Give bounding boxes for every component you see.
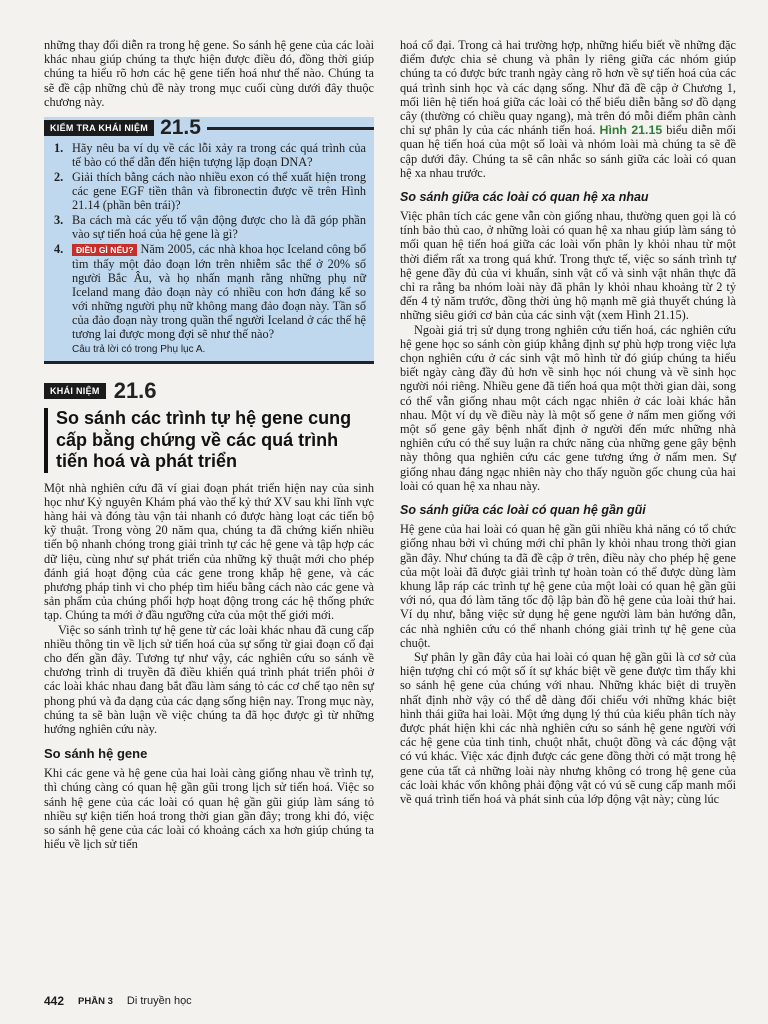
what-if-badge: ĐIỀU GÌ NẾU?	[72, 244, 137, 256]
section-heading: So sánh hệ gene	[44, 746, 148, 762]
question-item	[54, 141, 366, 169]
question-text: Ba cách mà các yếu tố vận động được cho là đã góp phần vào sự tiến hoá của hệ gene là gì?	[72, 213, 366, 242]
question-number: 4.	[54, 242, 64, 257]
body-paragraph: Một nhà nghiên cứu đã ví giai đoạn phát triển hiện nay của sinh học như Kỷ nguyên Khám phá vào thế kỷ thứ XV sau khi lĩnh vực hàng hải và đóng tàu vận tải nhanh có được hàng loạt các tiến bộ kỹ thuật. Trong vòng 20 năm qua, chúng ta đã chứng kiến nhiều tiến bộ nhanh chóng trong giải trình tự các hệ gene và tập hợp các dữ liệu, cùng như sự phát triển của những kỹ thuật mới cho phép đánh giá hoạt động của các gene trong khắp hệ gene, và các phương pháp tinh vi cho phép tìm hiểu bằng cách nào các gene và sản phẩm của chúng phối hợp hoạt động trong các hệ thống phức tạp. Chúng ta mới ở đầu ngưỡng cửa của một thế giới mới.	[44, 480, 374, 623]
concept-check-tag: KIỂM TRA KHÁI NIỆM	[44, 120, 154, 136]
body-paragraph: Sự phân ly gần đây của hai loài có quan hệ gần gũi là cơ sở của hiện tượng chỉ có một số ít sự khác biệt về gene được tìm thấy khi so sánh hệ gene của chúng với nhau. Những khác biệt di truyền nhất định nhờ vậy có thể dễ dàng đối chiếu với những khác biệt hình thái giữa hai loài. Một ứng dụng lý thú của kiểu phân tích này được phát hiện khi các nhà nghiên cứu so sánh hệ gene người với các hệ gene của tinh tinh, chuột nhắt, chuột đồng và các động vật có vú khác. Việc xác định được các gene đồng thời có mặt trong hệ gene của tất cả những loài này nhưng không có trong hệ gene của các loài khác vốn không phải động vật có vú sẽ cung cấp manh mối về quá trình tiến hoá và phát sinh của lớp động vật này; cùng lúc	[400, 649, 736, 806]
question-text: Giải thích bằng cách nào nhiều exon có thể xuất hiện trong các gene EGF tiền thân và fibronectin được vẽ trên Hình 21.14 (phần bên trái)?	[72, 170, 366, 213]
text-run: hoá cổ đại. Trong cả hai trường hợp, những hiểu biết về những đặc điểm được chia sẻ chung và phân ly riêng giữa các nhóm giúp chúng ta có được bức tranh ngày càng rõ hơn về sự tiến hoá của các quá trình sinh học và các dạng sống. Như đã đề cập ở Chương 1, mối liên hệ tiến hoá giữa các loài có thể biểu diễn bằng sơ đồ dạng cây (thường có chiều quay ngang), mà trên đó mỗi điểm phân cành chỉ sự phân ly của các nhánh tiến hoá.	[400, 38, 736, 138]
body-paragraph: Khi các gene và hệ gene của hai loài càng giống nhau về trình tự, thì chúng càng có quan hệ gần gũi trong lịch sử tiến hoá. Việc so sánh hệ gene của các loài có quan hệ gần gũi giúp làm sáng tỏ nhiều sự kiện tiến hoá trong thời gian gần đây; trong khi đó, việc so sánh hệ gene của các loài có khoảng cách xa hơn giúp chúng ta hiểu về lịch sử tiến	[44, 766, 374, 852]
concept-section	[44, 378, 374, 473]
question-number: 3.	[54, 213, 64, 228]
concept-check-number: 21.5	[160, 116, 201, 140]
body-paragraph: Ngoài giá trị sử dụng trong nghiên cứu tiến hoá, các nghiên cứu hệ gene học so sánh còn giúp khẳng định sự phù hợp trong việc lựa chọn nghiên cứu ở các sinh vật mô hình từ đó giúp chúng ta hiểu biết ngày càng đầy đủ hơn về sinh học nói chung và về sinh học người nói riêng. Nhiều gene đã tiến hoá qua một thời gian dài, song có thể vẫn giống nhau một cách ngạc nhiên ở các loài khác hẳn nhau. Một ví dụ về điều này là một số gene ở nấm men giống với một số gene gây bệnh nhất định ở người đến mức những nhà nghiên cứu có thể suy luận ra chức năng của những gene gây bệnh này thông qua nghiên cứu các gene tương ứng ở nấm men. Sự giống nhau đáng ngạc nhiên này cho thấy nguồn gốc chung của hai loài có quan hệ xa nhau này.	[400, 322, 736, 493]
question-number: 1.	[54, 141, 64, 156]
question-item	[54, 242, 366, 341]
question-text	[72, 242, 366, 341]
body-paragraph: Hệ gene của hai loài có quan hệ gần gũi nhiều khả năng có tổ chức giống nhau bởi vì chúng mới chỉ phân ly khỏi nhau trong thời gian gần đây. Như chúng ta đã đề cập ở trên, điều này cho phép hệ gene của một loài đã được giải trình tự hoàn toàn có thể được dùng làm khung lắp ráp các trình tự hệ gene của một loài có quan hệ gần gũi với nó, qua đó làm tăng tốc độ lập bản đồ hệ gene của loài thứ hai. Ví dụ như, bằng việc sử dụng hệ gene người làm bản hướng dẫn, các nhà nghiên cứu có thể nhanh chóng giải trình tự hệ gene của chuột.	[400, 522, 736, 650]
page-number: 442	[44, 994, 65, 1008]
text-run: biểu diễn mối quan hệ tiến hoá của một số loài và nhóm loài mà chúng ta sẽ đề cập dưới đây. Chúng ta sẽ cân nhắc so sánh giữa các loài có quan hệ xa nhau trước.	[400, 123, 736, 180]
question-4-text: Năm 2005, các nhà khoa học Iceland công bố tìm thấy một đảo đoạn lớn trên nhiễm sắc thể ở 20% số người Bắc Âu, và họ nhấn mạnh rằng những phụ nữ Iceland mang đảo đoạn này có nhiều con hơn đáng kể so với những người phụ nữ không mang đảo đoạn này. Tần số của đảo đoạn này trong quần thể người Iceland ở các thế hệ tương lai được mong đợi sẽ như thế nào?	[72, 242, 366, 342]
divider	[207, 127, 374, 130]
section-label: Di truyền học	[126, 995, 192, 1007]
intro-paragraph: những thay đổi diễn ra trong hệ gene. So sánh hệ gene của các loài khác nhau giúp chúng ta thực hiện được điều đó, đồng thời giúp chúng ta hiểu rõ hơn các hệ gene tiến hoá như thế nào. Chúng ta sẽ đề cập những chủ đề này trong mục cuối cùng dưới đây thuộc chương này.	[44, 38, 374, 109]
answer-note: Câu trả lời có trong Phụ lục A.	[72, 344, 206, 356]
question-item	[54, 213, 366, 241]
concept-title: So sánh các trình tự hệ gene cung cấp bằng chứng về các quá trình tiến hoá và phát triển	[44, 408, 374, 473]
concept-tag: KHÁI NIỆM	[44, 383, 106, 399]
body-paragraph: Việc so sánh trình tự hệ gene từ các loài khác nhau đã cung cấp nhiều thông tin về lịch sử tiến hoá của sự sống từ giai đoạn cổ đại cho đến gần đây. Tương tự như vậy, các nghiên cứu so sánh về chương trình di truyền đã điều khiển quá trình phát triển phôi ở các loài khác nhau đang bắt đầu làm sáng tỏ các cơ chế tạo nên sự phong phú và đa dạng của các dạng sống hiện nay. Trong mục này, chúng ta sẽ bàn luận về việc chúng ta đã học được gì từ những hướng nghiên cứu này.	[44, 622, 374, 736]
concept-check-box	[44, 117, 374, 364]
question-text: Hãy nêu ba ví dụ về các lỗi xảy ra trong các quá trình của tế bào có thể dẫn đến hiện tượng lặp đoạn DNA?	[72, 141, 366, 170]
figure-reference: Hình 21.15	[599, 123, 663, 138]
concept-number: 21.6	[113, 378, 157, 404]
left-column	[44, 38, 374, 851]
body-paragraph: Việc phân tích các gene vẫn còn giống nhau, thường quen gọi là có tính bảo thủ cao, ở những loài có quan hệ xa nhau giúp làm sáng tỏ mối quan hệ tiến hoá giữa các loài vốn phân ly khỏi nhau từ một thời điểm rất xa trong quá khứ. Trong thực tế, việc so sánh trình tự hệ gene đầy đủ của vi khuẩn, sinh vật cổ và sinh vật nhân thực đã chỉ ra rằng ba nhóm loài này đã phân ly khỏi nhau khoảng từ 2 tỷ đến 4 tỷ năm trước, đồng thời ủng hộ mạnh mẽ giả thuyết chúng là những siêu giới cơ bản của các sinh vật (xem Hình 21.15).	[400, 209, 736, 323]
part-label: PHẦN 3	[78, 995, 113, 1007]
question-number: 2.	[54, 170, 64, 185]
section-heading: So sánh giữa các loài có quan hệ gần gũi	[400, 503, 646, 518]
question-item	[54, 170, 366, 212]
body-paragraph	[400, 38, 736, 180]
right-column	[400, 38, 736, 806]
section-heading: So sánh giữa các loài có quan hệ xa nhau	[400, 190, 649, 205]
page-footer	[44, 994, 192, 1008]
question-list	[44, 141, 374, 341]
